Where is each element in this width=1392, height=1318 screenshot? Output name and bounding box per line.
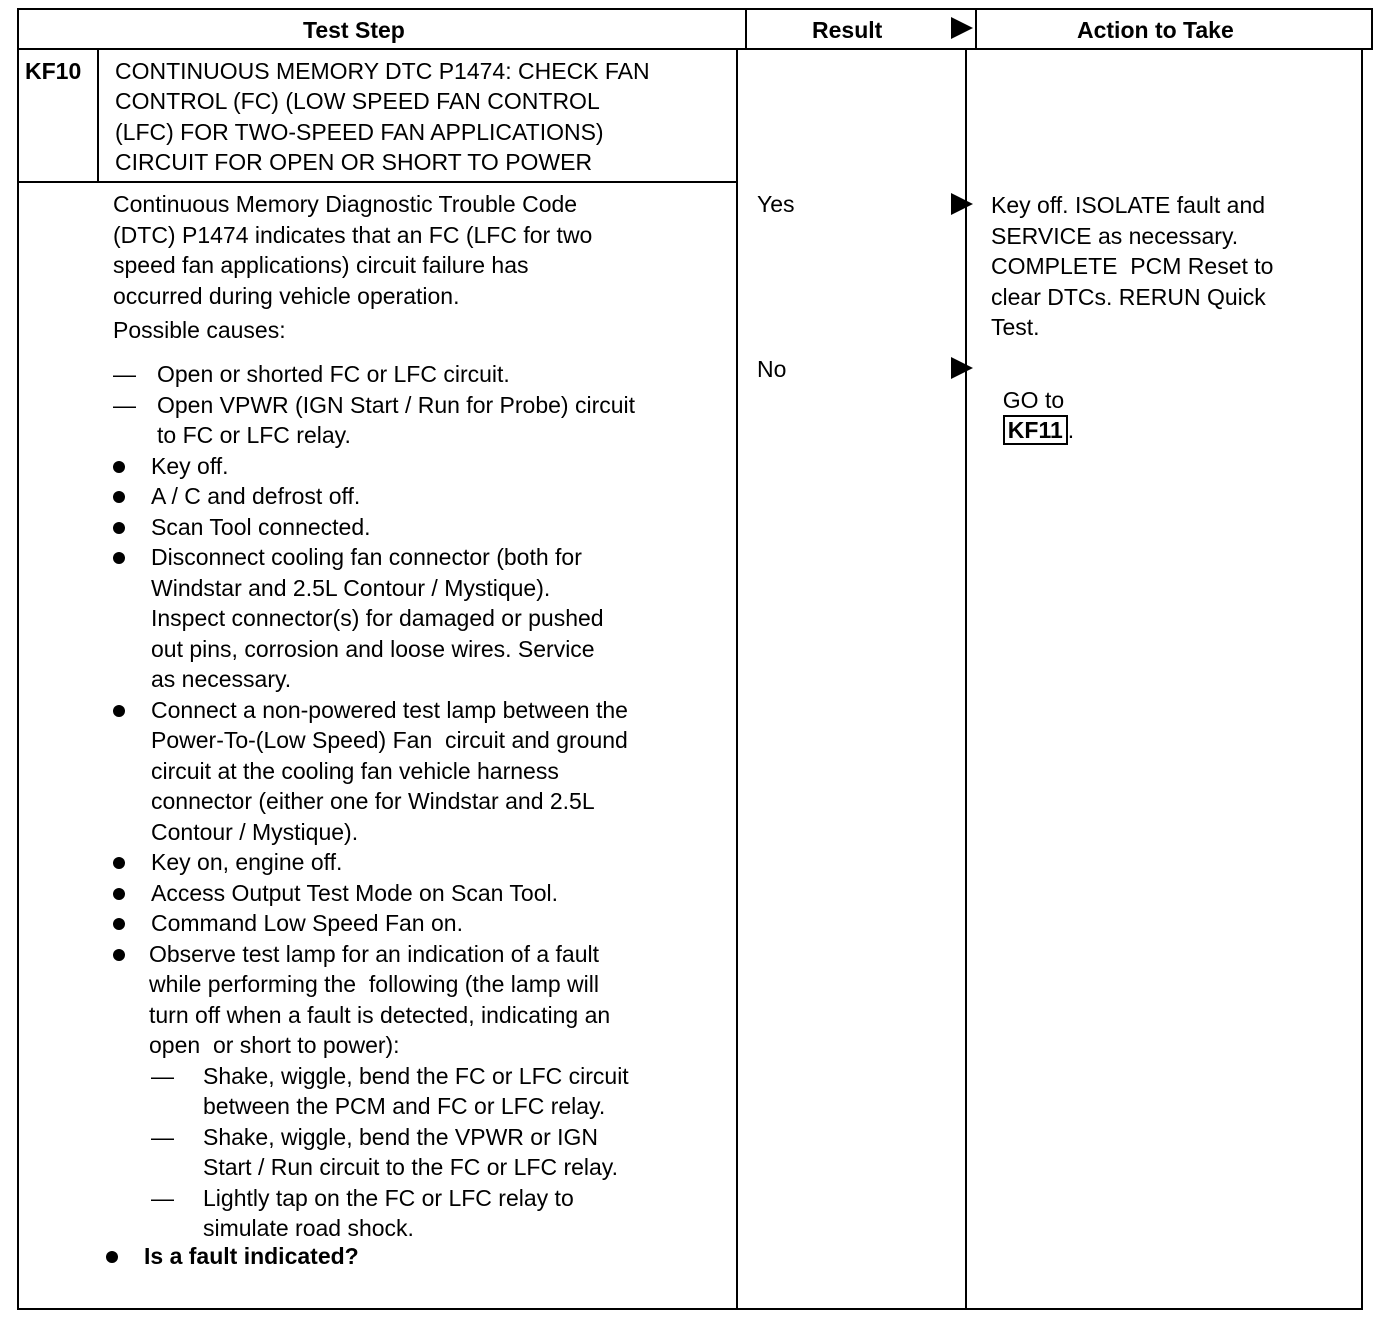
action-col-divider [975,8,977,50]
step-title-line-4: CIRCUIT FOR OPEN OR SHORT TO POWER [115,149,593,175]
header-bottom-border [17,48,1373,50]
result-yes: Yes [757,191,795,217]
action-no-prefix: GO to [1002,386,1065,413]
bullet-observe-line-3: turn off when a fault is detected, indicating an [149,1002,611,1028]
cause-2-line-1: Open VPWR (IGN Start / Run for Probe) circuit [157,392,636,418]
intro-line-4: occurred during vehicle operation. [113,283,460,309]
step-id-divider [97,48,99,182]
sub-1-line-2: between the PCM and FC or LFC relay. [203,1093,606,1119]
bullet-icon [113,461,125,473]
bullet-command-fan: Command Low Speed Fan on. [151,910,463,936]
yes-arrow-icon [951,193,973,215]
bullet-icon [113,918,125,930]
bullet-disconnect-line-5: as necessary. [151,666,292,692]
bullet-observe-line-4: open or short to power): [149,1032,400,1058]
header-action: Action to Take [1077,17,1234,43]
no-arrow-icon [951,357,973,379]
bullet-connect-line-2: Power-To-(Low Speed) Fan circuit and ground [151,727,628,753]
action-yes-line-1: Key off. ISOLATE fault and [991,192,1266,218]
bullet-connect-line-5: Contour / Mystique). [151,819,359,845]
sub-3-line-1: Lightly tap on the FC or LFC relay to [203,1185,574,1211]
header-test-step: Test Step [303,17,405,43]
action-col-divider-body [965,48,967,1310]
bullet-disconnect-line-4: out pins, corrosion and loose wires. Service [151,636,595,662]
action-yes-line-4: clear DTCs. RERUN Quick [991,284,1266,310]
sub-1-line-1: Shake, wiggle, bend the FC or LFC circuit [203,1063,629,1089]
kf11-link[interactable]: KF11 [1003,415,1068,445]
step-title-line-2: CONTROL (FC) (LOW SPEED FAN CONTROL [115,88,600,114]
table-right-border [1361,48,1363,1310]
bullet-observe-line-1: Observe test lamp for an indication of a fault [149,941,600,967]
bullet-ac-off: A / C and defrost off. [151,483,361,509]
sub-2-dash: — [151,1124,174,1150]
action-yes-line-2: SERVICE as necessary. [991,223,1239,249]
result-no: No [757,356,787,382]
bullet-icon [106,1251,118,1263]
bullet-connect-line-4: connector (either one for Windstar and 2.5L [151,788,595,814]
bullet-icon [113,949,125,961]
question: Is a fault indicated? [144,1243,359,1269]
cause-1-dash: — [113,361,136,387]
bullet-key-off: Key off. [151,453,229,479]
table-top-border [17,8,1373,10]
bullet-icon [113,552,125,564]
step-title-line-3: (LFC) FOR TWO-SPEED FAN APPLICATIONS) [115,119,604,145]
bullet-key-on: Key on, engine off. [151,849,343,875]
action-yes-line-3: COMPLETE PCM Reset to [991,253,1274,279]
table-bottom-border [17,1308,1363,1310]
cause-2-line-2: to FC or LFC relay. [157,422,351,448]
bullet-disconnect-line-2: Windstar and 2.5L Contour / Mystique). [151,575,551,601]
bullet-icon [113,491,125,503]
bullet-icon [113,888,125,900]
bullet-icon [113,705,125,717]
bullet-output-test: Access Output Test Mode on Scan Tool. [151,880,558,906]
sub-3-dash: — [151,1185,174,1211]
result-col-divider [745,8,747,50]
action-no [990,354,1074,446]
sub-3-line-2: simulate road shock. [203,1215,414,1241]
table-right-border-header [1371,8,1373,50]
header-arrow-icon [951,17,973,39]
result-col-divider-body [736,48,738,1310]
step-title-line-1: CONTINUOUS MEMORY DTC P1474: CHECK FAN [115,58,650,84]
sub-1-dash: — [151,1063,174,1089]
header-result: Result [812,17,883,43]
bullet-connect-line-3: circuit at the cooling fan vehicle harness [151,758,559,784]
step-id: KF10 [25,58,82,84]
bullet-icon [113,857,125,869]
bullet-scan-tool: Scan Tool connected. [151,514,371,540]
cause-1: Open or shorted FC or LFC circuit. [157,361,510,387]
intro-line-1: Continuous Memory Diagnostic Trouble Code [113,191,578,217]
table-left-border [17,8,19,1310]
possible-causes-label: Possible causes: [113,317,286,343]
bullet-connect-line-1: Connect a non-powered test lamp between the [151,697,628,723]
intro-line-2: (DTC) P1474 indicates that an FC (LFC for two [113,222,593,248]
action-yes-line-5: Test. [991,314,1040,340]
title-bottom-border [17,181,738,183]
bullet-icon [113,522,125,534]
bullet-observe-line-2: while performing the following (the lamp will [149,971,599,997]
bullet-disconnect-line-3: Inspect connector(s) for damaged or pushed [151,605,604,631]
sub-2-line-1: Shake, wiggle, bend the VPWR or IGN [203,1124,599,1150]
bullet-disconnect-line-1: Disconnect cooling fan connector (both for [151,544,582,570]
intro-line-3: speed fan applications) circuit failure has [113,252,529,278]
action-no-suffix: . [1067,417,1075,443]
sub-2-line-2: Start / Run circuit to the FC or LFC relay. [203,1154,618,1180]
cause-2-dash: — [113,392,136,418]
